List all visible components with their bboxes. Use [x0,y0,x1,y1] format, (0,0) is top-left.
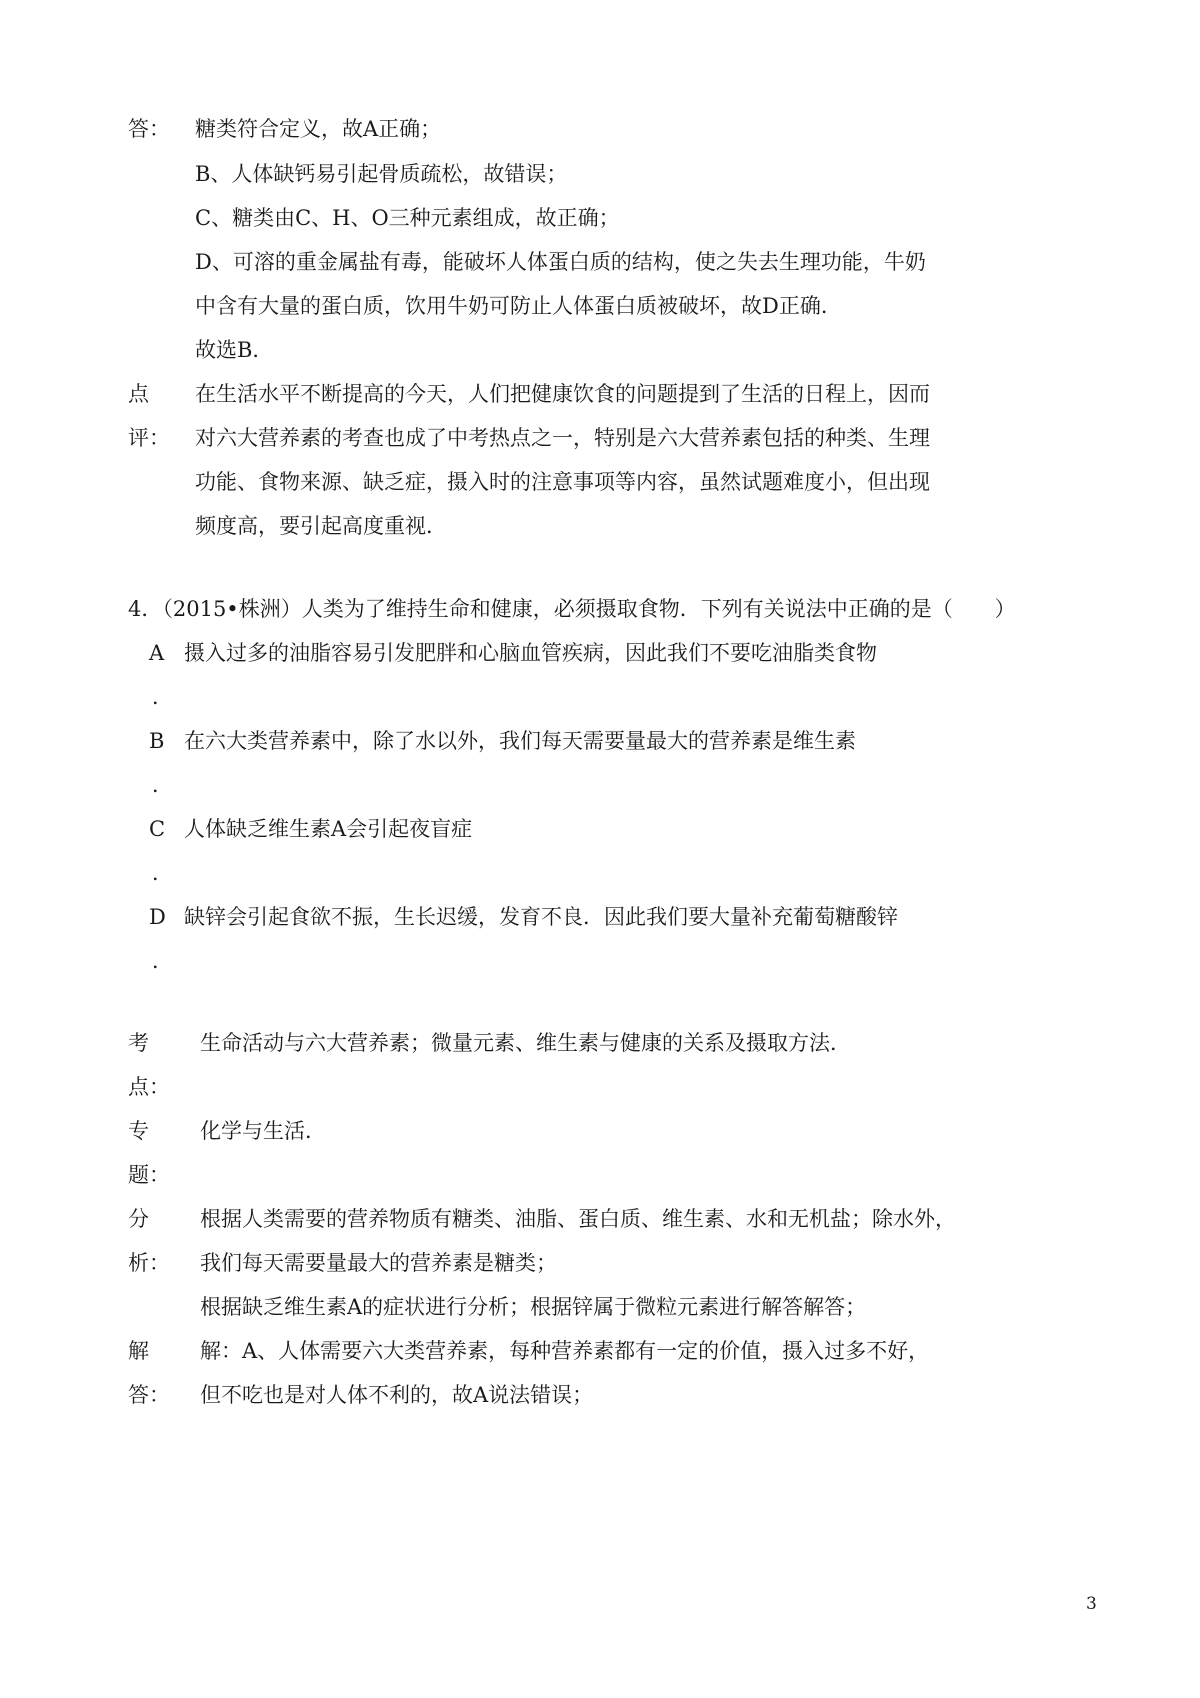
option-c-dot: ． [152,861,173,885]
option-c-letter: C [149,817,166,841]
page-number: 3 [1086,1594,1097,1614]
fenxi-line-3: 根据缺乏维生素A的症状进行分析；根据锌属于微粒元素进行解答解答； [200,1295,867,1319]
answer-line-6: 故选B． [195,338,274,362]
kaodian-text: 生命活动与六大营养素；微量元素、维生素与健康的关系及摄取方法． [200,1031,851,1055]
zhuanti-text: 化学与生活． [200,1119,326,1143]
jieda-label-1: 解 [128,1339,149,1363]
option-c-text: 人体缺乏维生素A会引起夜盲症 [184,817,473,841]
kaodian-label-2: 点： [128,1075,170,1099]
fenxi-line-1: 根据人类需要的营养物质有糖类、油脂、蛋白质、维生素、水和无机盐；除水外， [200,1207,956,1231]
answer-line-3: C、糖类由C、H、O三种元素组成，故正确； [195,206,620,230]
option-a-dot: ． [152,685,173,709]
option-a-letter: A [149,641,165,665]
answer-line-5: 中含有大量的蛋白质，饮用牛奶可防止人体蛋白质被破坏，故D正确． [195,294,842,318]
option-b-text: 在六大类营养素中，除了水以外，我们每天需要量最大的营养素是维生素 [184,729,856,753]
comment-line-2: 对六大营养素的考查也成了中考热点之一，特别是六大营养素包括的种类、生理 [195,426,930,450]
option-d-dot: ． [152,949,173,973]
fenxi-line-2: 我们每天需要量最大的营养素是糖类； [200,1251,557,1275]
option-d-text: 缺锌会引起食欲不振，生长迟缓，发育不良．因此我们要大量补充葡萄糖酸锌 [184,905,898,929]
answer-line-4: D、可溶的重金属盐有毒，能破坏人体蛋白质的结构，使之失去生理功能，牛奶 [195,250,926,274]
fenxi-label-2: 析： [128,1251,170,1275]
zhuanti-label-2: 题： [128,1163,170,1187]
jieda-line-2: 但不吃也是对人体不利的，故A说法错误； [200,1383,594,1407]
question-stem: 4．（2015•株洲）人类为了维持生命和健康，必须摄取食物．下列有关说法中正确的是（ ） [128,597,1016,621]
jieda-label-2: 答： [128,1383,170,1407]
answer-label: 答： [128,117,170,141]
answer-line-2: B、人体缺钙易引起骨质疏松，故错误； [195,162,568,186]
comment-line-4: 频度高，要引起高度重视． [195,514,447,538]
comment-label-2: 评： [128,426,170,450]
option-b-letter: B [149,729,165,753]
jieda-line-1: 解：A、人体需要六大类营养素，每种营养素都有一定的价值，摄入过多不好， [200,1339,930,1363]
option-b-dot: ． [152,773,173,797]
comment-line-3: 功能、食物来源、缺乏症，摄入时的注意事项等内容，虽然试题难度小，但出现 [195,470,930,494]
answer-line-1: 糖类符合定义，故A正确； [195,117,442,141]
zhuanti-label-1: 专 [128,1119,149,1143]
comment-label-1: 点 [128,382,149,406]
option-a-text: 摄入过多的油脂容易引发肥胖和心脑血管疾病，因此我们不要吃油脂类食物 [184,641,877,665]
option-d-letter: D [149,905,166,929]
comment-line-1: 在生活水平不断提高的今天，人们把健康饮食的问题提到了生活的日程上，因而 [195,382,930,406]
fenxi-label-1: 分 [128,1207,149,1231]
kaodian-label-1: 考 [128,1031,149,1055]
